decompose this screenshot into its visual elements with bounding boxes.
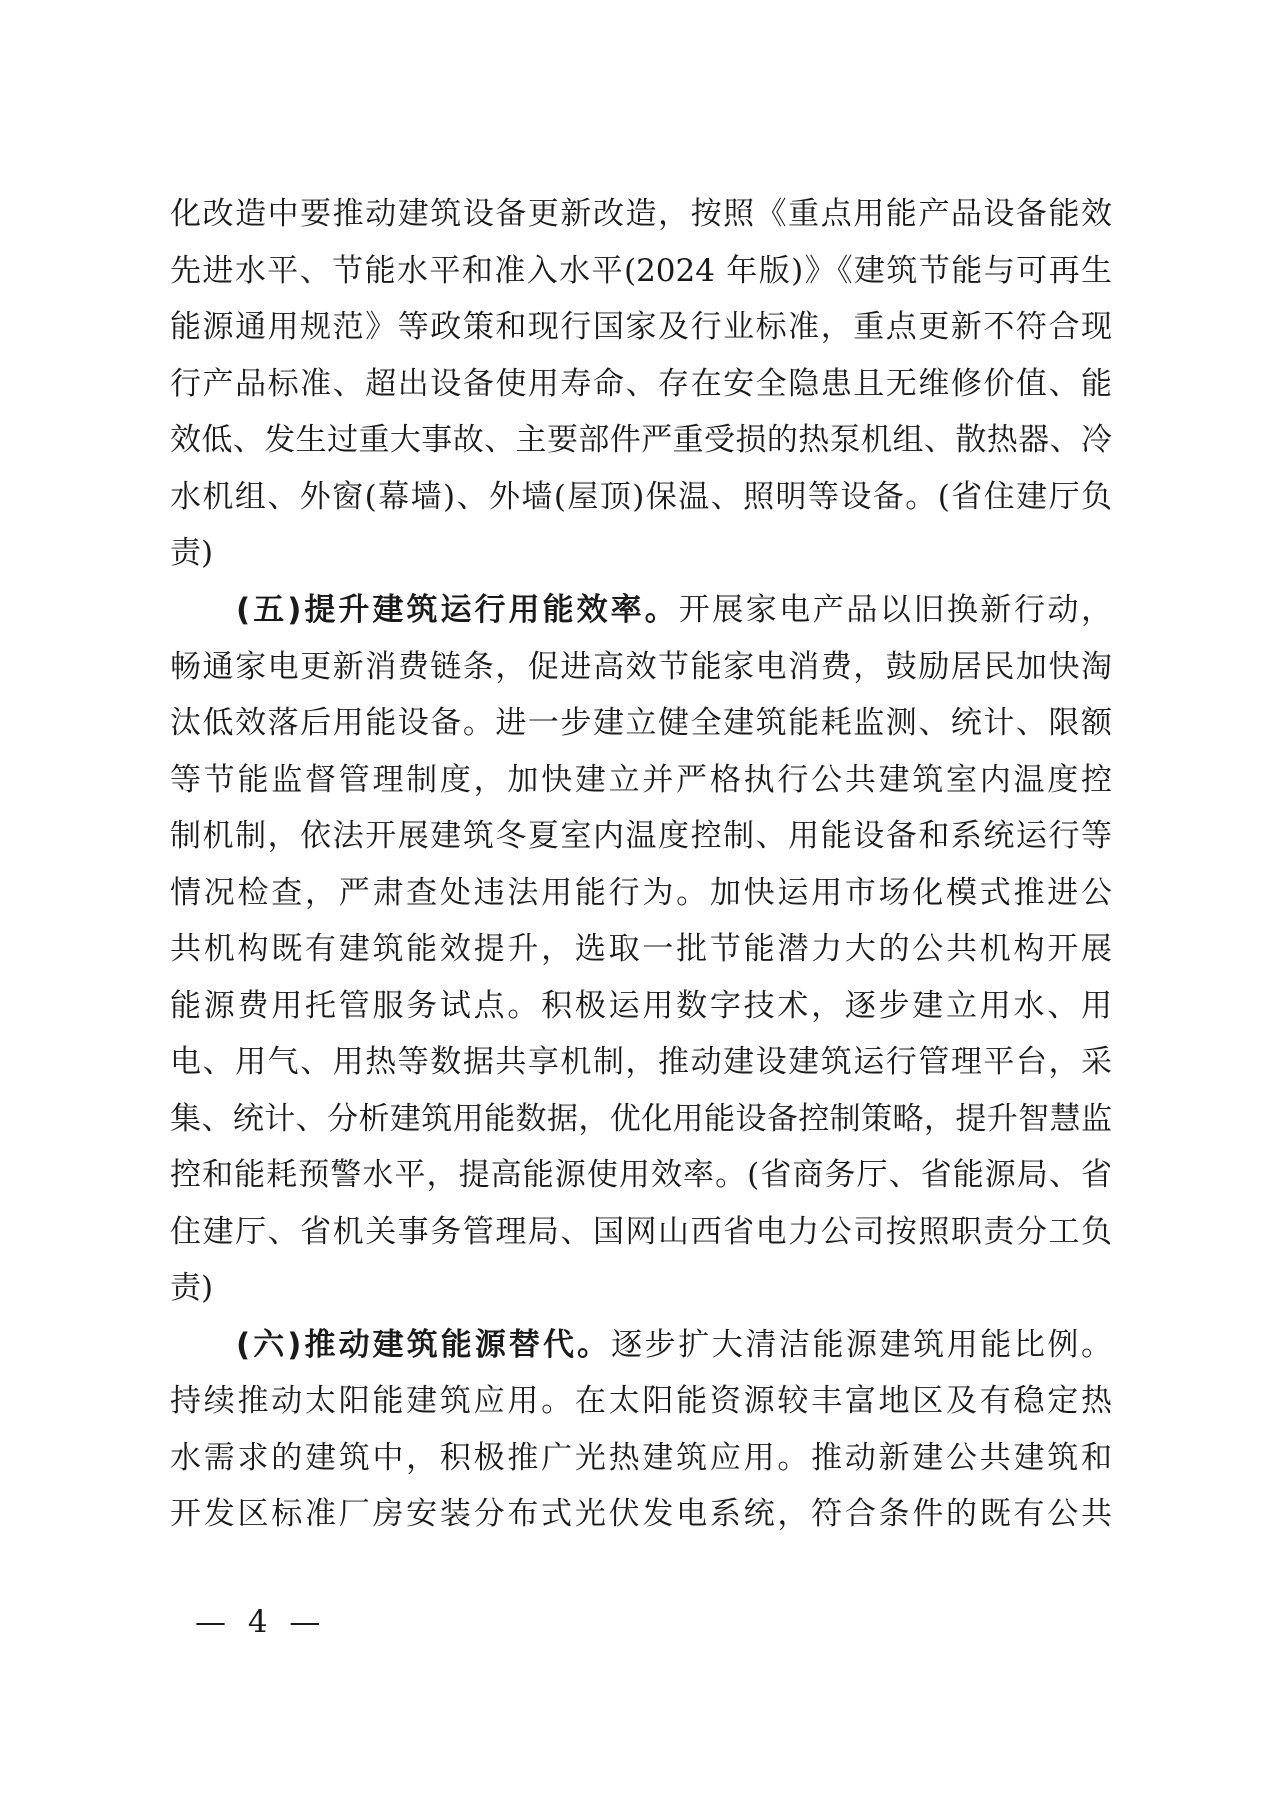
text-line: 责) (170, 535, 214, 571)
paragraph-first-line (236, 1321, 1112, 1369)
text-line: 水机组、外窗(幕墙)、外墙(屋顶)保温、照明等设备。(省住建厅负 (170, 479, 1112, 515)
text-line: 开发区标准厂房安装分布式光伏发电系统，符合条件的既有公共 (170, 1496, 1112, 1532)
section-heading-5: (五)提升建筑运行用能效率。 (236, 592, 679, 628)
text-line: 集、统计、分析建筑用能数据，优化用能设备控制策略，提升智慧监 (170, 1101, 1112, 1137)
text-line: 电、用气、用热等数据共享机制，推动建设建筑运行管理平台，采 (170, 1044, 1112, 1080)
text-line: 效低、发生过重大事故、主要部件严重受损的热泵机组、散热器、冷 (170, 422, 1112, 458)
text-line: 先进水平、节能水平和准入水平(2024 年版)》《建筑节能与可再生 (170, 253, 1112, 289)
section-heading-6: (六)推动建筑能源替代。 (236, 1327, 612, 1363)
text-line: 责) (170, 1270, 214, 1306)
paragraph-text: 开展家电产品以旧换新行动， (678, 592, 1112, 628)
paragraph-text: 逐步扩大清洁能源建筑用能比例。 (611, 1327, 1112, 1363)
text-line: 畅通家电更新消费链条，促进高效节能家电消费，鼓励居民加快淘 (170, 649, 1112, 685)
text-line: 汰低效落后用能设备。进一步建立健全建筑能耗监测、统计、限额 (170, 705, 1112, 741)
text-line: 共机构既有建筑能效提升，选取一批节能潜力大的公共机构开展 (170, 931, 1112, 967)
text-line: 住建厅、省机关事务管理局、国网山西省电力公司按照职责分工负 (170, 1214, 1112, 1250)
page-number: — 4 — (195, 1604, 327, 1640)
text-line: 行产品标准、超出设备使用寿命、存在安全隐患且无维修价值、能 (170, 366, 1112, 402)
text-line: 能源费用托管服务试点。积极运用数字技术，逐步建立用水、用 (170, 988, 1112, 1024)
text-line: 化改造中要推动建筑设备更新改造，按照《重点用能产品设备能效 (170, 196, 1112, 232)
text-line: 能源通用规范》等政策和现行国家及行业标准，重点更新不符合现 (170, 309, 1112, 345)
paragraph-first-line (236, 586, 1112, 634)
text-line: 等节能监督管理制度，加快建立并严格执行公共建筑室内温度控 (170, 762, 1112, 798)
text-line: 持续推动太阳能建筑应用。在太阳能资源较丰富地区及有稳定热 (170, 1383, 1112, 1419)
text-line: 控和能耗预警水平，提高能源使用效率。(省商务厅、省能源局、省 (170, 1157, 1112, 1193)
text-line: 水需求的建筑中，积极推广光热建筑应用。推动新建公共建筑和 (170, 1440, 1112, 1476)
text-line: 情况检查，严肃查处违法用能行为。加快运用市场化模式推进公 (170, 875, 1112, 911)
text-line: 制机制，依法开展建筑冬夏室内温度控制、用能设备和系统运行等 (170, 818, 1112, 854)
